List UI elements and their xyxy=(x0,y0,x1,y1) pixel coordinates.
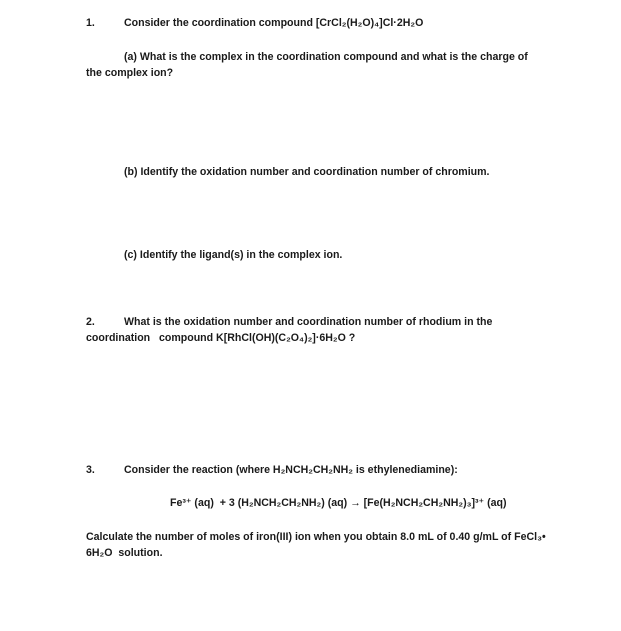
question-1a-text-line1: What is the complex in the coordination compound and what is the charge of xyxy=(139,51,528,63)
question-3-prompt: Consider the reaction (where H₂NCH₂CH₂NH₂ is ethylenediamine): xyxy=(124,464,458,476)
question-1b xyxy=(124,166,490,179)
question-3-task-line1: Calculate the number of moles of iron(III) ion when you obtain 8.0 mL of 0.40 g/mL of FeCl₃• xyxy=(86,531,546,543)
question-3-number: 3. xyxy=(86,464,95,476)
question-1-number: 1. xyxy=(86,17,95,29)
question-3-task-line2: 6H₂O solution. xyxy=(86,547,163,559)
question-1c xyxy=(124,249,342,262)
question-1b-text: Identify the oxidation number and coordination number of chromium. xyxy=(140,166,490,178)
question-1-prompt: Consider the coordination compound [CrCl₂(H₂O)₄]Cl·2H₂O xyxy=(124,17,424,29)
question-2-text-line1: What is the oxidation number and coordination number of rhodium in the xyxy=(124,316,493,328)
question-1a xyxy=(124,51,528,64)
question-3-equation: Fe³⁺ (aq) + 3 (H₂NCH₂CH₂NH₂) (aq) → [Fe(H₂NCH₂CH₂NH₂)₃]³⁺ (aq) xyxy=(170,497,507,509)
question-2-text-line2: coordination compound K[RhCl(OH)(C₂O₄)₂]·6H₂O ? xyxy=(86,332,356,344)
question-1c-text: Identify the ligand(s) in the complex ion. xyxy=(139,249,343,261)
question-1a-text-line2: the complex ion? xyxy=(86,67,174,79)
question-1b-label: (b) xyxy=(124,166,138,178)
question-1a-label: (a) xyxy=(124,51,137,63)
question-2-number: 2. xyxy=(86,316,95,328)
question-1c-label: (c) xyxy=(124,249,137,261)
